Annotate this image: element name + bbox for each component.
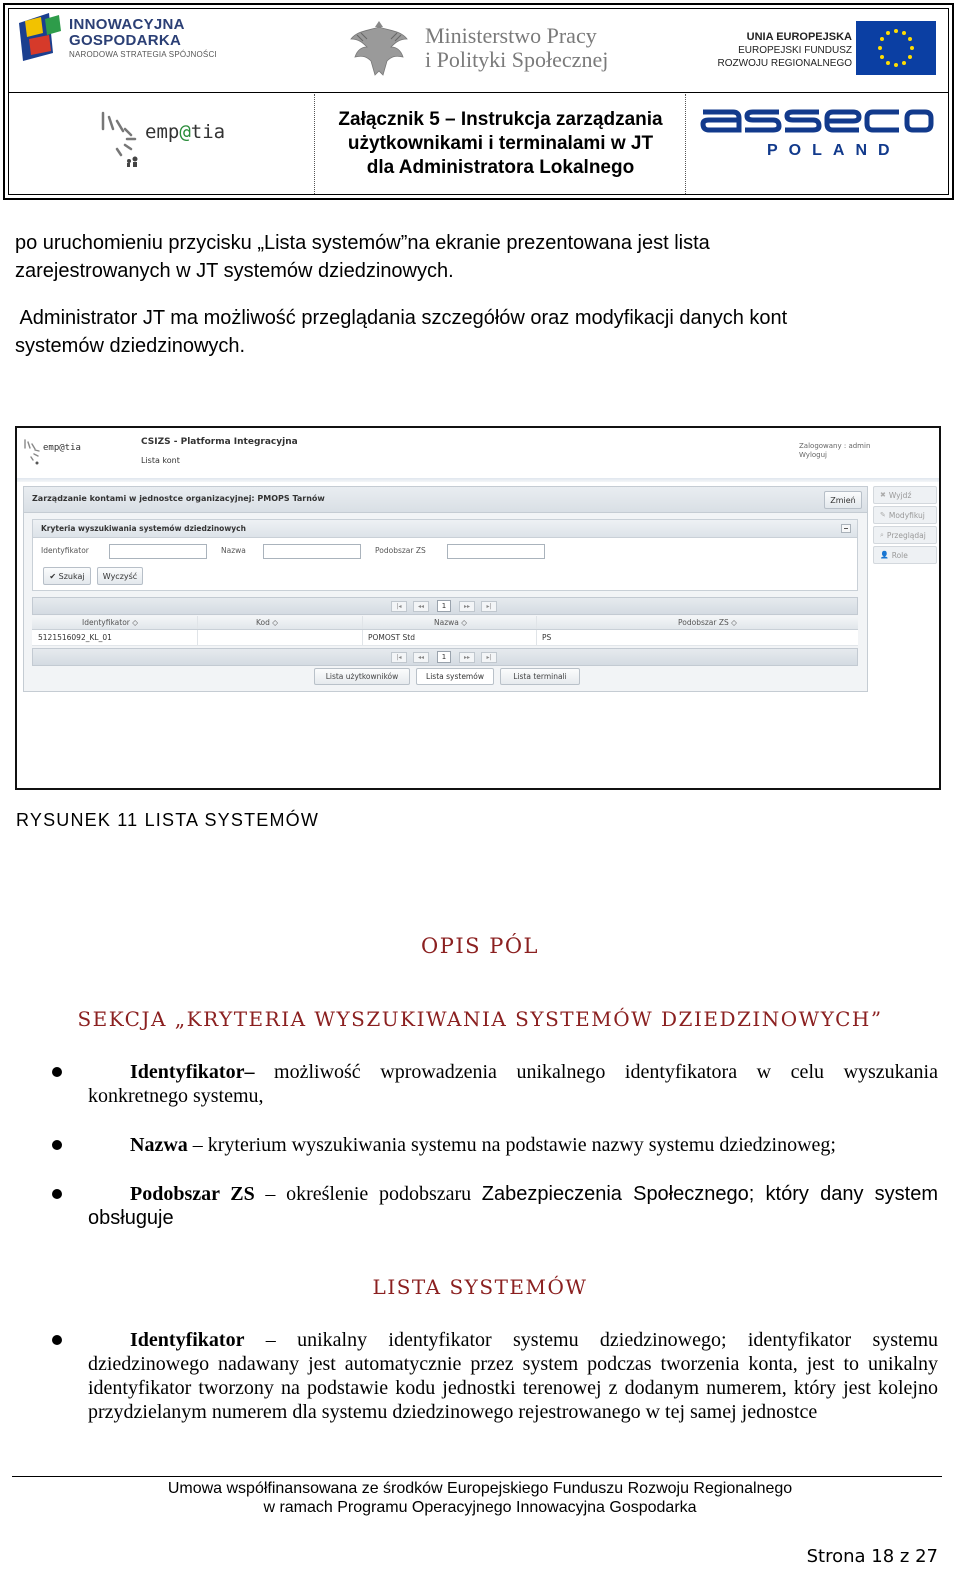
eu-line1: UNIA EUROPEJSKA [746,31,852,43]
first-page-button[interactable]: |◂ [391,652,407,663]
table-row[interactable] [32,630,858,646]
title-line-1: Załącznik 5 – Instrukcja zarządzania [338,109,663,130]
current-page[interactable]: 1 [437,600,451,612]
eu-logo [704,21,944,81]
modify-label: Modyfikuj [888,510,925,520]
footer-line-2: w ramach Programu Operacyjnego Innowacyjna Gospodarka [263,1499,697,1516]
pencil-icon: ✎ [880,511,886,519]
bullet-dot [52,1140,62,1150]
last-page-button[interactable]: ▸| [481,601,497,612]
col-divider [197,616,198,629]
section1-heading: SEKCJA „KRYTERIA WYSZUKIWANIA SYSTEMÓW DZIEDZINOWYCH” [77,1007,883,1031]
ig-line1: INNOWACYJNA [69,16,185,33]
search-criteria-header [33,520,857,538]
document-header [3,3,954,200]
empatia-wordmark: emp@tia [145,121,226,143]
footer-rule [12,1476,942,1477]
accounts-panel-header [24,487,867,513]
section1-item-identyfikator: Identyfikator– możliwość wprowadzenia unikalnego identyfikatora w celu wyszukania konkretnego systemu, [88,1061,938,1107]
page-number: Strona 18 z 27 [806,1546,938,1567]
col-divider [197,630,198,645]
roles-label: Role [891,550,908,560]
col-header-kod[interactable]: Kod ◇ [256,618,279,627]
footer-line-1: Umowa współfinansowana ze środków Europejskiego Funduszu Rozwoju Regionalnego [167,1480,793,1497]
app-breadcrumb[interactable]: Lista kont [141,456,180,465]
nazwa-label: Nazwa [221,546,246,555]
empatia-rays-icon [97,109,141,167]
figure-caption: RYSUNEK 11 LISTA SYSTEMÓW [16,810,320,830]
podobszar-label: Podobszar ZS [375,546,426,555]
innowacyjna-gospodarka-logo [19,13,219,65]
prev-page-button[interactable]: ◂◂ [413,601,429,612]
bullet-dot [52,1067,62,1077]
app-topbar [17,428,939,476]
change-button[interactable]: Zmień [824,491,862,509]
section2-heading: LISTA SYSTEMÓW [372,1275,588,1299]
col-divider [536,616,537,629]
logos-row [9,9,948,93]
exit-button[interactable] [873,486,937,504]
user-icon: 👤 [880,551,889,559]
document-header-inner [8,8,949,195]
ministry-line2: i Polityki Społecznej [425,47,609,72]
title-line-2: użytkownikami i terminalami w JT [347,133,654,154]
title-row [9,94,948,194]
cell-podobszar: PS [542,633,552,642]
eu-flag-icon [856,21,936,75]
figure-screenshot [15,426,941,790]
logout-link[interactable]: Wyloguj [799,451,827,459]
eagle-icon [349,17,409,79]
search-criteria-title: Kryteria wyszukiwania systemów dziedzinowych [41,524,246,533]
app-logo-text: emp@tia [43,443,81,453]
col-header-podobszar[interactable]: Podobszar ZS ◇ [678,618,737,627]
bullet-dot [52,1189,62,1199]
ig-line2: GOSPODARKA [69,32,182,49]
opis-heading: OPIS PÓL [421,934,539,958]
identyfikator-label: Identyfikator [41,546,89,555]
top-pager [32,597,858,615]
collapse-icon[interactable] [841,524,851,533]
cell-nazwa: POMOST Std [368,633,415,642]
browse-button[interactable] [873,526,937,544]
clear-button[interactable]: Wyczyść [97,567,143,585]
modify-button[interactable] [873,506,937,524]
search-criteria-panel [32,519,858,591]
tab-terminals[interactable]: Lista terminali [500,668,580,685]
asseco-wordmark [699,106,935,136]
side-actions [873,486,939,576]
roles-button[interactable] [873,546,937,564]
nazwa-input[interactable] [263,544,361,559]
tab-users[interactable]: Lista użytkowników [314,668,410,685]
ig-flag-icon [19,13,61,61]
section2-item-identyfikator: Identyfikator – unikalny identyfikator systemu dziedzinowego; identyfikator systemu dziedzinowego nadawany jest automatycznie przez system podczas tworzenia konta, jest to unikalny identyfikator tworzony na podstawie kodu jednostki terenowej z dodanym numerem, który jest kolejno przydzielanym numerem dla systemu dziedzinowego rejestrowanego w tej samej jednostce [88,1329,939,1423]
asseco-logo [699,106,935,176]
accounts-panel [23,486,868,692]
document-title [315,94,686,194]
ministry-line1: Ministerstwo Pracy [425,23,597,48]
bottom-pager [32,648,858,666]
logged-user: Zalogowany : admin [799,442,871,450]
cell-identyfikator: 5121516092_KL_01 [38,633,112,642]
eu-line2: EUROPEJSKI FUNDUSZ [738,45,852,56]
bullet-dot [52,1335,62,1345]
browse-label: Przeglądaj [886,530,926,540]
col-header-nazwa[interactable]: Nazwa ◇ [434,618,468,627]
user-info [799,442,870,460]
intro-line-2: zarejestrowanych w JT systemów dziedzinowych. [15,260,454,282]
systems-table-header [32,616,858,630]
close-icon: ✖ [880,491,886,499]
col-divider [362,616,363,629]
col-divider [362,630,363,645]
intro-line-3: Administrator JT ma możliwość przeglądania szczegółów oraz modyfikacji danych kont [15,307,788,329]
topbar-separator [17,478,939,482]
app-logo-rays-icon [23,438,41,466]
accounts-panel-title: Zarządzanie kontami w jednostce organizacyjnej: PMOPS Tarnów [32,494,325,503]
exit-label: Wyjdź [888,490,912,500]
intro-line-1: po uruchomieniu przycisku „Lista systemów”na ekranie prezentowana jest lista [15,232,710,254]
app-title: CSIZS - Platforma Integracyjna [141,437,298,447]
podobszar-input[interactable] [447,544,545,559]
section1-item-nazwa: Nazwa – kryterium wyszukiwania systemu na podstawie nazwy systemu dziedzinoweg; [130,1134,836,1156]
prev-page-button[interactable]: ◂◂ [413,652,429,663]
ig-line3: NARODOWA STRATEGIA SPÓJNOŚCI [69,50,217,59]
next-page-button[interactable]: ▸▸ [459,652,475,663]
ministry-logo [349,17,649,83]
empatia-logo [97,109,247,169]
section1-item-podobszar: Podobszar ZS – określenie podobszaru Zabezpieczenia Społecznego; który dany system obsługuje [88,1183,938,1229]
title-line-3: dla Administratora Lokalnego [366,157,635,178]
next-page-button[interactable]: ▸▸ [459,601,475,612]
app-logo [23,438,103,468]
search-button[interactable]: ✔ Szukaj [43,567,91,585]
col-divider [536,630,537,645]
col-header-identyfikator[interactable]: Identyfikator ◇ [82,618,139,627]
magnifier-icon: ⌕ [880,530,884,539]
intro-line-4: systemów dziedzinowych. [15,335,246,357]
current-page[interactable]: 1 [437,651,451,663]
first-page-button[interactable]: |◂ [391,601,407,612]
identyfikator-input[interactable] [109,544,207,559]
tab-systems[interactable]: Lista systemów [416,668,494,685]
last-page-button[interactable]: ▸| [481,652,497,663]
asseco-poland: POLAND [767,142,901,159]
eu-line3: ROZWOJU REGIONALNEGO [717,58,852,69]
